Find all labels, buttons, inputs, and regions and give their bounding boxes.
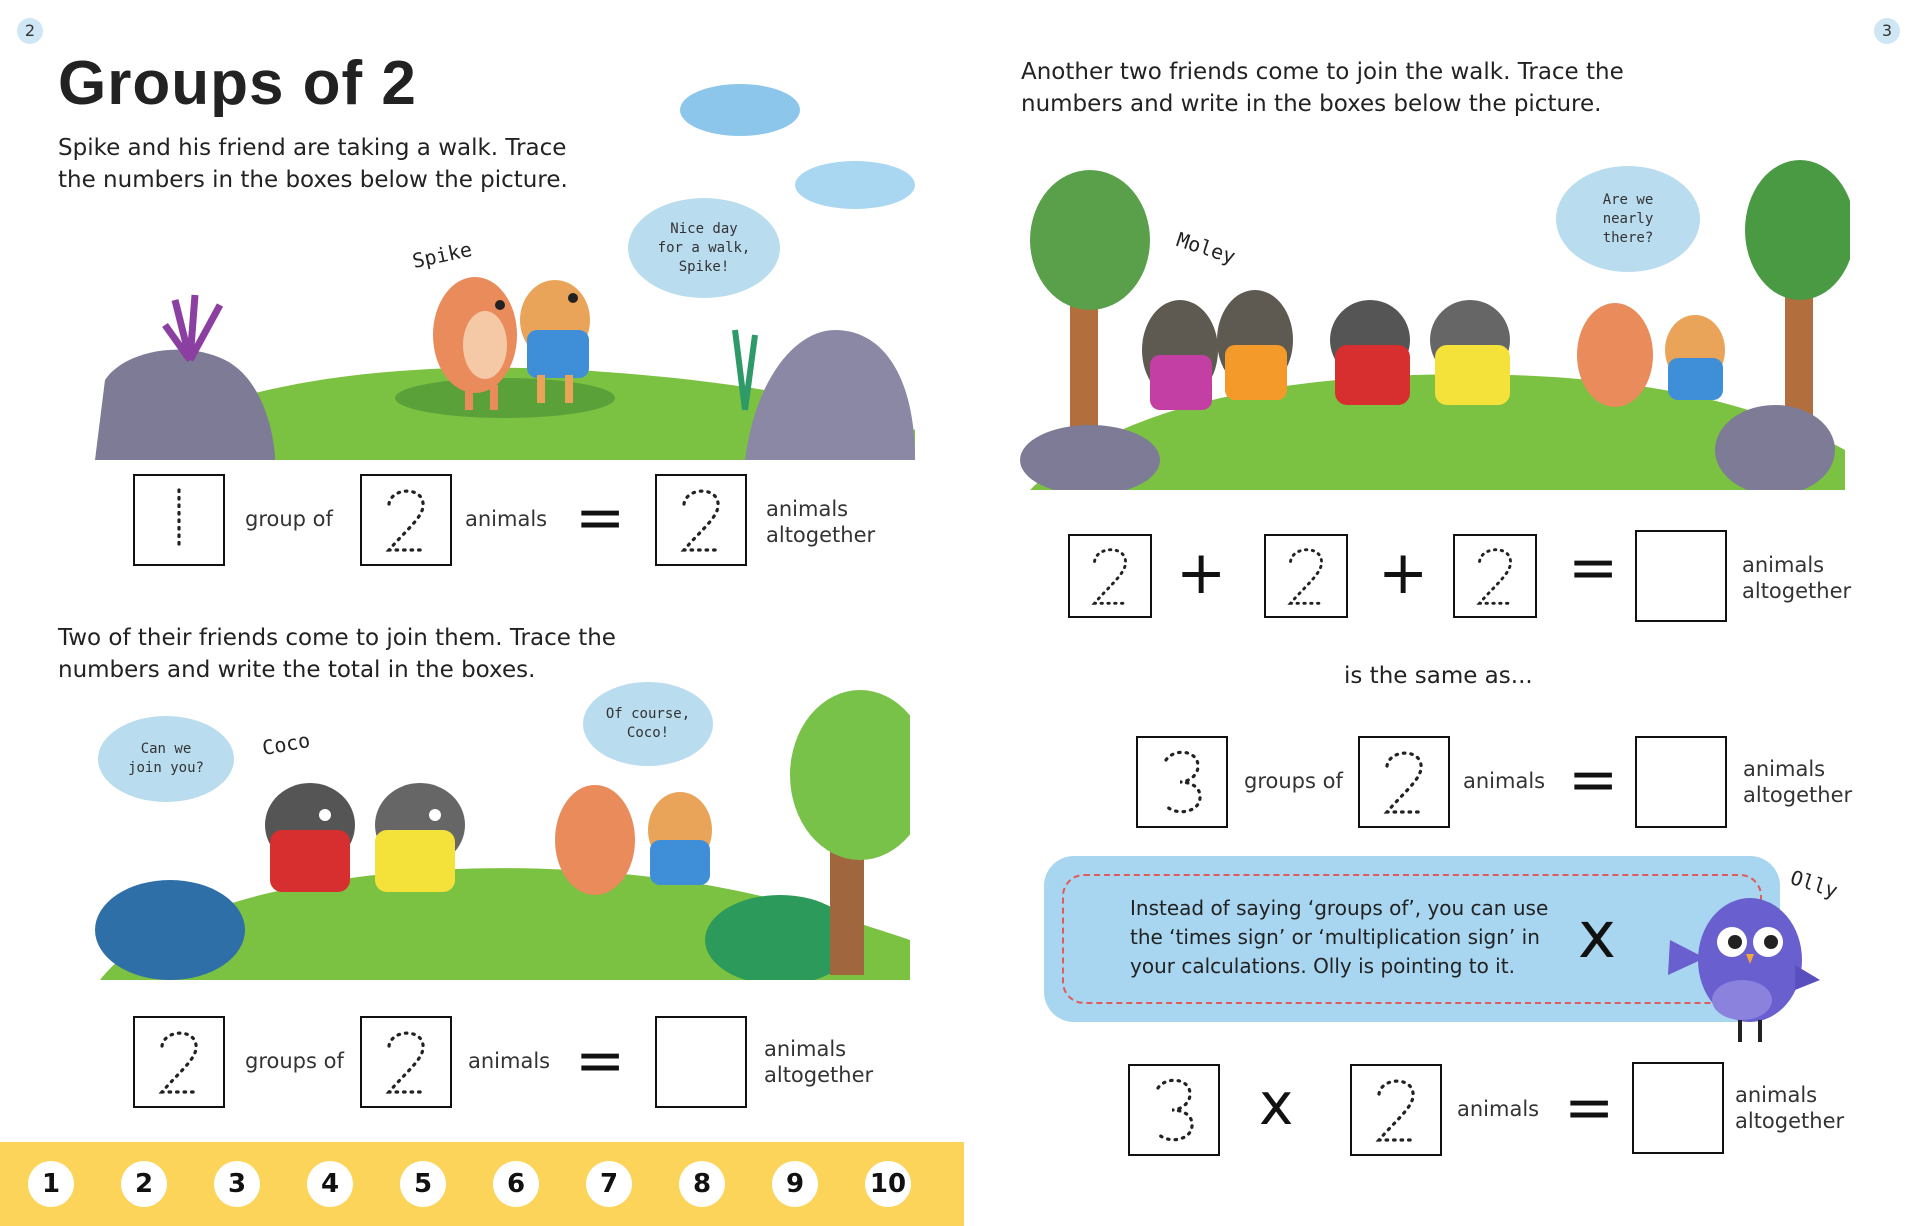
eq2-box-b[interactable] [360, 1016, 452, 1108]
cloud-1 [680, 84, 800, 136]
eq5-word-b: animals [1457, 1097, 1540, 1121]
eq4-box-a[interactable] [1136, 736, 1228, 828]
tip-text [1130, 894, 1548, 981]
eq5-tail-line-1: animals [1735, 1083, 1818, 1107]
bubble-1-line-1: Nice day [670, 220, 738, 237]
eq1-box-b[interactable] [360, 474, 452, 566]
number-strip-8: 8 [679, 1161, 725, 1207]
number-strip-6: 6 [493, 1161, 539, 1207]
eq4-equals-sign: = [1568, 745, 1619, 815]
bubble-1-line-3: Spike! [678, 258, 730, 275]
eq4-result-box[interactable] [1635, 736, 1727, 828]
shadow-1 [395, 378, 615, 418]
right-intro-line-2: numbers and write in the boxes below the picture. [1021, 91, 1602, 117]
eq3-equals-sign: = [1568, 533, 1619, 603]
tree-right-crown [1745, 160, 1850, 300]
mole-pair [1142, 290, 1293, 410]
page-number-left: 2 [17, 18, 43, 44]
eq3-tail [1742, 552, 1851, 604]
eq5-box-a[interactable] [1128, 1064, 1220, 1156]
raccoon-coco [265, 783, 355, 892]
eq5-result-box[interactable] [1632, 1062, 1724, 1154]
section-2-line-1: Two of their friends come to join them. Trace the [58, 625, 616, 651]
eq3-result-box[interactable] [1635, 530, 1727, 622]
eq3-box-b[interactable] [1264, 534, 1348, 618]
eq1-equals-sign: = [575, 483, 626, 553]
eq5-times-sign: x [1259, 1070, 1294, 1138]
tree-crown [790, 690, 910, 860]
eq3-box-c[interactable] [1453, 534, 1537, 618]
eq4-box-b[interactable] [1358, 736, 1450, 828]
eq4-tail-line-1: animals [1743, 757, 1826, 781]
cloud-2 [795, 161, 915, 209]
speech-bubble-3 [583, 682, 713, 766]
name-label-coco: Coco [260, 727, 312, 761]
scene-3-illustration [1010, 160, 1850, 490]
number-strip-1: 1 [28, 1161, 74, 1207]
eq2-equals-sign: = [575, 1026, 626, 1096]
number-strip-5: 5 [400, 1161, 446, 1207]
eq3-plus-1: + [1176, 538, 1227, 608]
number-strip-2: 2 [121, 1161, 167, 1207]
eq2-result-box[interactable] [655, 1016, 747, 1108]
speech-bubble-4 [1556, 166, 1700, 272]
eq3-tail-line-2: altogether [1742, 579, 1852, 603]
eq2-box-a[interactable] [133, 1016, 225, 1108]
speech-bubble-1 [628, 198, 780, 298]
eq4-word-b: animals [1463, 769, 1546, 793]
number-strip-9: 9 [772, 1161, 818, 1207]
tip-times-symbol: x [1578, 899, 1616, 973]
owl-olly [1650, 880, 1840, 1050]
rock-right [745, 330, 915, 460]
bubble-3-line-2: Coco! [626, 725, 670, 741]
raccoon-friend [375, 783, 465, 892]
eq4-tail [1743, 756, 1852, 808]
tip-line-2: the ‘times sign’ or ‘multiplication sign’ in [1130, 925, 1540, 949]
name-label-olly: Olly [1787, 865, 1841, 903]
eq3-tail-line-1: animals [1742, 553, 1825, 577]
bubble-3-line-1: Of course, [605, 706, 691, 722]
same-as-text: is the same as... [1344, 663, 1533, 689]
scene-1-illustration [95, 80, 925, 460]
eq5-equals-sign: = [1564, 1073, 1615, 1143]
number-strip-7: 7 [586, 1161, 632, 1207]
bubble-4-line-2: nearly [1602, 210, 1654, 227]
eq3-plus-2: + [1378, 538, 1429, 608]
eq1-word-b: animals [465, 507, 548, 531]
bubble-2-line-2: join you? [128, 760, 204, 776]
eq1-tail-line-2: altogether [766, 523, 876, 547]
eq5-tail [1735, 1082, 1844, 1134]
bush-blue [95, 880, 245, 980]
number-strip-4: 4 [307, 1161, 353, 1207]
eq2-tail-line-2: altogether [764, 1063, 874, 1087]
bubble-2-line-1: Can we [140, 741, 192, 757]
scene-2-illustration [90, 680, 910, 980]
eq2-word-a: groups of [245, 1049, 344, 1073]
eq1-word-a: group of [245, 507, 333, 531]
bubble-4-line-1: Are we [1602, 191, 1654, 208]
eq5-box-b[interactable] [1350, 1064, 1442, 1156]
tree-left-crown [1030, 170, 1150, 310]
speech-bubble-2 [98, 716, 234, 802]
eq4-tail-line-2: altogether [1743, 783, 1853, 807]
bubble-1-line-2: for a walk, [657, 239, 751, 256]
number-strip-3: 3 [214, 1161, 260, 1207]
eq2-tail-line-1: animals [764, 1037, 847, 1061]
intro-line-1: Spike and his friend are taking a walk. Trace [58, 135, 567, 161]
right-intro [1021, 56, 1624, 120]
eq5-tail-line-2: altogether [1735, 1109, 1845, 1133]
eq1-tail [766, 496, 875, 548]
intro-line-2: the numbers in the boxes below the picture. [58, 167, 568, 193]
tip-line-3: your calculations. Olly is pointing to it. [1130, 954, 1515, 978]
number-strip-10: 10 [865, 1161, 911, 1207]
rock-left [95, 350, 275, 460]
eq1-box-a[interactable] [133, 474, 225, 566]
right-intro-line-1: Another two friends come to join the walk. Trace the [1021, 59, 1624, 85]
page-title: Groups of 2 [58, 49, 417, 118]
number-strip [0, 1142, 964, 1226]
eq1-result-box[interactable] [655, 474, 747, 566]
section-2-line-2: numbers and write the total in the boxes. [58, 657, 536, 683]
eq4-word-a: groups of [1244, 769, 1343, 793]
eq3-box-a[interactable] [1068, 534, 1152, 618]
name-label-spike: Spike [410, 237, 475, 273]
eq2-word-b: animals [468, 1049, 551, 1073]
eq2-tail [764, 1036, 873, 1088]
page-number-right: 3 [1874, 18, 1900, 44]
name-label-moley: Moley [1173, 227, 1239, 269]
bubble-4-line-3: there? [1602, 229, 1654, 246]
section-2-intro [58, 622, 616, 686]
tip-line-1: Instead of saying ‘groups of’, you can use [1130, 896, 1549, 920]
eq1-tail-line-1: animals [766, 497, 849, 521]
